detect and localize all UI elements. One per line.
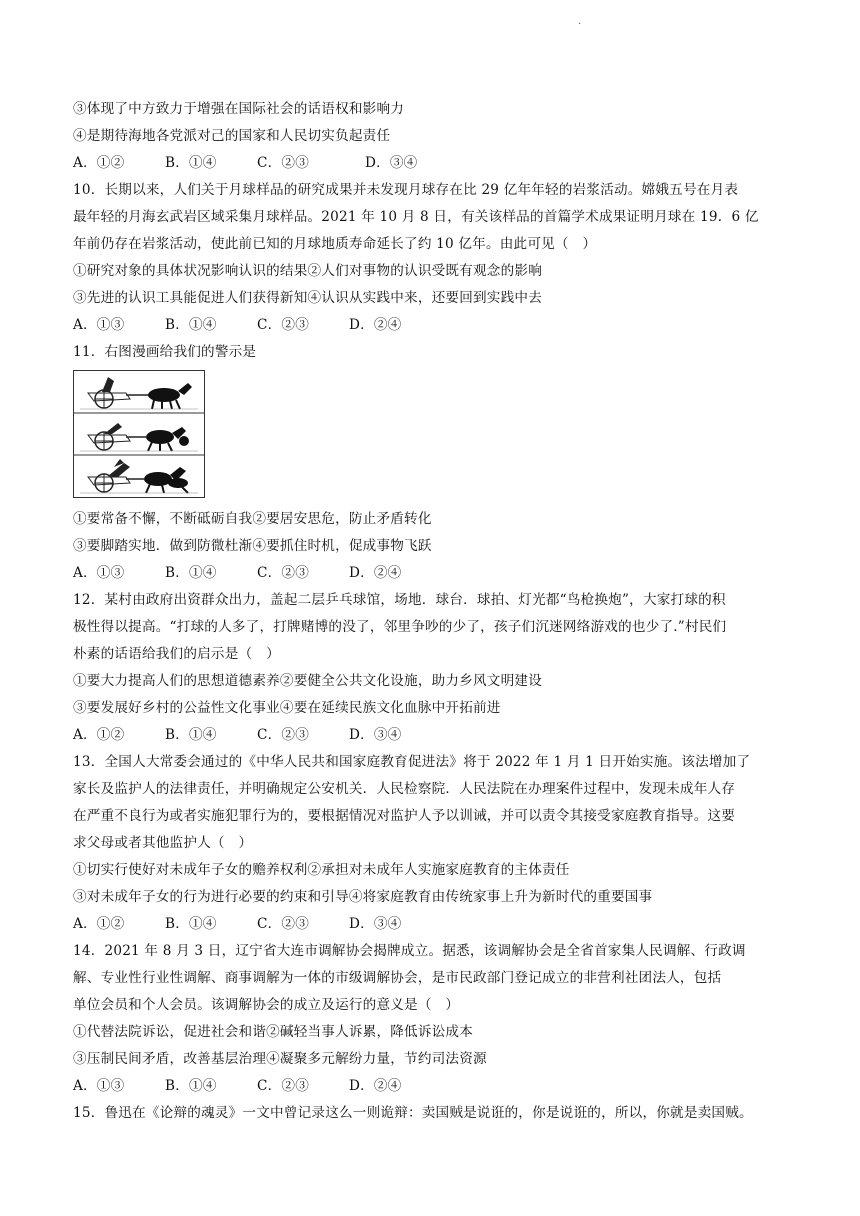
q14-stem-line-2: 解、专业性行业性调解、商事调解为一体的市级调解协会，是市民政部门登记成立的非营利社团法人，包括 bbox=[73, 970, 722, 986]
q14-options-1-2: ①代替法院诉讼，促进社会和谐②碱轻当事人诉累，降低诉讼成本 bbox=[73, 1024, 474, 1040]
q14-options-3-4: ③压制民间矛盾，改善基层治理④凝聚多元解纷力量，节约司法资源 bbox=[73, 1051, 487, 1067]
choice-b: B．①④ bbox=[165, 1078, 217, 1094]
choice-a: A．①② bbox=[73, 727, 125, 743]
q10-stem-line-1: 10．长期以来，人们关于月球样品的研究成果并未发现月球存在比 29 亿年年轻的岩浆活动。嫦娥五号在月表 bbox=[73, 182, 739, 198]
choice-a: A．①③ bbox=[73, 565, 125, 581]
choice-c: C．②③ bbox=[257, 565, 309, 581]
q10-options-3-4: ③先进的认识工具能促进人们获得新知④认识从实践中来，还要回到实践中去 bbox=[73, 290, 542, 306]
choice-c: C．②③ bbox=[257, 1078, 309, 1094]
choice-b: B．①④ bbox=[165, 727, 217, 743]
q11-options-3-4: ③要脚踏实地．做到防微杜渐④要抓住时机，促成事物飞跃 bbox=[73, 538, 432, 554]
q13-choices bbox=[73, 911, 793, 938]
q9-choices bbox=[73, 150, 793, 177]
choice-c: C．②③ bbox=[257, 317, 309, 333]
header-mark: . bbox=[578, 16, 582, 27]
q12-options-3-4: ③要发展好乡村的公益性文化事业④要在延续民族文化血脉中开拓前进 bbox=[73, 700, 501, 716]
choice-b: B．①④ bbox=[165, 916, 217, 932]
q10-stem-line-3: 年前仍存在岩浆活动，使此前已知的月球地质寿命延长了约 10 亿年。由此可见（ ） bbox=[73, 236, 597, 252]
choice-b: B．①④ bbox=[165, 565, 217, 581]
cartoon-chariot-illustration bbox=[74, 371, 204, 497]
q12-stem-line-2: 极性得以提高。“打球的人多了，打牌赌博的没了，邻里争吵的少了，孩子们沉迷网络游戏的也少了.”村民们 bbox=[73, 619, 727, 635]
q11-stem: 11．右图漫画给我们的警示是 bbox=[73, 344, 257, 360]
choice-d: D．②④ bbox=[349, 1078, 402, 1094]
q14-choices bbox=[73, 1073, 793, 1100]
q10-choices bbox=[73, 312, 793, 339]
q9-option-4: ④是期待海地各党派对己的国家和人民切实负起责任 bbox=[73, 128, 391, 144]
choice-d: D．②④ bbox=[349, 317, 402, 333]
choice-d: D．③④ bbox=[349, 916, 402, 932]
q13-stem-line-3: 在严重不良行为或者实施犯罪行为的，要根据情况对监护人予以训诫，并可以责令其接受家庭教育指导。这要 bbox=[73, 808, 736, 824]
cartoon-image bbox=[73, 370, 205, 498]
choice-c: C．②③ bbox=[257, 155, 309, 171]
q13-stem-line-1: 13．全国人大常委会通过的《中华人民共和国家庭教育促进法》将于 2022 年 1 月 1 日开始实施。该法增加了 bbox=[73, 754, 751, 770]
choice-d: D．③④ bbox=[349, 727, 402, 743]
choice-b: B．①④ bbox=[165, 155, 217, 171]
choice-d: D．③④ bbox=[365, 155, 418, 171]
q13-stem-line-4: 求父母或者其他监护人（ ） bbox=[73, 835, 253, 851]
q10-options-1-2: ①研究对象的具体状况影响认识的结果②人们对事物的认识受既有观念的影响 bbox=[73, 263, 542, 279]
q13-stem-line-2: 家长及监护人的法律责任，并明确规定公安机关．人民检察院．人民法院在办理案件过程中，发现未成年人存 bbox=[73, 781, 736, 797]
q14-stem-line-3: 单位会员和个人会员。该调解协会的成立及运行的意义是（ ） bbox=[73, 997, 460, 1013]
q10-stem-line-2: 最年轻的月海玄武岩区域采集月球样品。2021 年 10 月 8 日，有关该样品的首篇学术成果证明月球在 19．6 亿 bbox=[73, 209, 759, 225]
q14-stem-line-1: 14．2021 年 8 月 3 日，辽宁省大连市调解协会揭牌成立。据悉，该调解协会是全省首家集人民调解、行政调 bbox=[73, 943, 746, 959]
choice-c: C．②③ bbox=[257, 727, 309, 743]
q12-stem-line-3: 朴素的话语给我们的启示是（ ） bbox=[73, 646, 280, 662]
q15-stem-line-1: 15．鲁迅在《论辩的魂灵》一文中曾记录这么一则诡辩：卖国贼是说诳的，你是说诳的，所以，你就是卖国贼。 bbox=[73, 1105, 753, 1121]
q11-options-1-2: ①要常备不懈，不断砥砺自我②要居安思危，防止矛盾转化 bbox=[73, 511, 432, 527]
q12-stem-line-1: 12．某村由政府出资群众出力，盖起二层乒乓球馆，场地．球台．球拍、灯光都“鸟枪换炮”，大家打球的积 bbox=[73, 592, 726, 608]
q12-choices bbox=[73, 722, 793, 749]
q13-options-3-4: ③对未成年子女的行为进行必要的约束和引导④将家庭教育由传统家事上升为新时代的重要国事 bbox=[73, 889, 653, 905]
q11-choices bbox=[73, 560, 793, 587]
q13-options-1-2: ①切实行使好对未成年子女的赡养权利②承担对未成年人实施家庭教育的主体责任 bbox=[73, 862, 570, 878]
choice-a: A．①② bbox=[73, 916, 125, 932]
choice-d: D．②④ bbox=[349, 565, 402, 581]
choice-a: A．①③ bbox=[73, 1078, 125, 1094]
choice-b: B．①④ bbox=[165, 317, 217, 333]
q12-options-1-2: ①要大力提高人们的思想道德素养②要健全公共文化设施，助力乡风文明建设 bbox=[73, 673, 542, 689]
choice-c: C．②③ bbox=[257, 916, 309, 932]
choice-a: A．①③ bbox=[73, 317, 125, 333]
document-body bbox=[73, 96, 793, 1127]
q9-option-3: ③体现了中方致力于增强在国际社会的话语权和影响力 bbox=[73, 101, 405, 117]
choice-a: A．①② bbox=[73, 155, 125, 171]
